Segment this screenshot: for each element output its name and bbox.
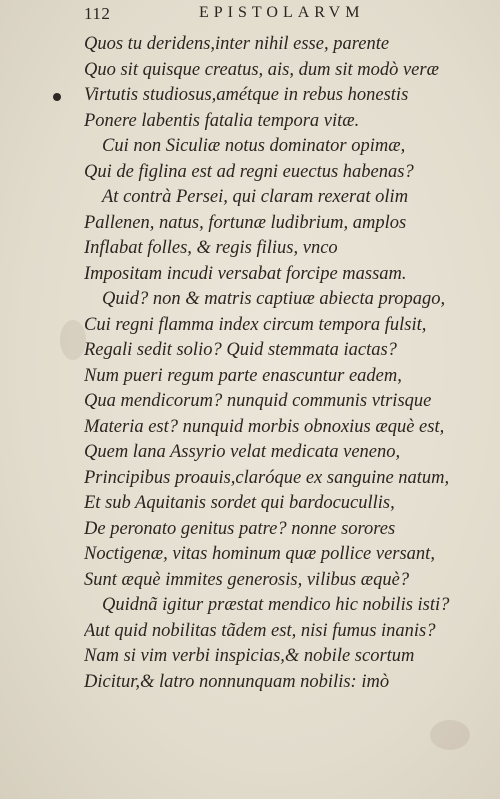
verse-line: Cui non Siculiæ notus dominator opimæ, — [102, 136, 406, 156]
verse-line: At contrà Persei, qui claram rexerat olim — [102, 187, 409, 207]
running-head: EPISTOLARVM — [199, 4, 365, 21]
verse-line: Pallenen, natus, fortunæ ludibrium, amplos — [84, 212, 407, 233]
verse-line: Quem lana Assyrio velat medicata veneno, — [84, 442, 401, 462]
verse-line: Virtutis studiosus,amétque in rebus honestis — [84, 85, 409, 105]
verse-line: Dicitur,& latro nonnunquam nobilis: imò — [84, 671, 390, 692]
verse-line: Qui de figlina est ad regni euectus habenas? — [84, 161, 414, 182]
verse-line: Noctigenæ, vitas hominum quæ pollice versant, — [84, 544, 435, 564]
page-stain — [60, 320, 86, 360]
verse-line: Materia est? nunquid morbis obnoxius æquè est, — [84, 416, 445, 437]
page-stain — [430, 720, 470, 750]
verse-line: Sunt æquè immites generosis, vilibus æquè? — [84, 569, 410, 590]
verse-line: Qua mendicorum? nunquid communis vtrisque — [84, 391, 432, 411]
verse-line: Quos tu deridens,inter nihil esse, parente — [84, 34, 390, 54]
verse-text — [84, 32, 484, 695]
verse-line: Nam si vim verbi inspicias,& nobile scortum — [84, 646, 415, 666]
verse-line: Cui regni flamma index circum tempora fulsit, — [84, 314, 427, 335]
verse-line: Et sub Aquitanis sordet qui bardocucullis, — [84, 493, 395, 513]
verse-line: Principibus proauis,claróque ex sanguine natum, — [84, 467, 450, 488]
verse-line: Inflabat folles, & regis filius, vnco — [84, 238, 338, 258]
verse-line: Quo sit quisque creatus, ais, dum sit modò veræ — [84, 59, 439, 80]
verse-line: De peronato genitus patre? nonne sorores — [84, 518, 396, 539]
verse-line: Regali sedit solio? Quid stemmata iactas? — [84, 340, 397, 360]
verse-line: Quidnã igitur præstat mendico hic nobilis isti? — [102, 595, 450, 615]
verse-line: Aut quid nobilitas tãdem est, nisi fumus inanis? — [84, 620, 436, 641]
page-number: 112 — [84, 4, 111, 23]
verse-line: Impositam incudi versabat forcipe massam. — [84, 263, 407, 284]
verse-line: Num pueri regum parte enascuntur eadem, — [84, 365, 402, 386]
verse-line: Ponere labentis fatalia tempora vitæ. — [84, 110, 360, 131]
verse-line: Quid? non & matris captiuæ abiecta propago, — [102, 289, 446, 309]
page-header — [84, 4, 484, 30]
ink-dot — [53, 93, 61, 101]
